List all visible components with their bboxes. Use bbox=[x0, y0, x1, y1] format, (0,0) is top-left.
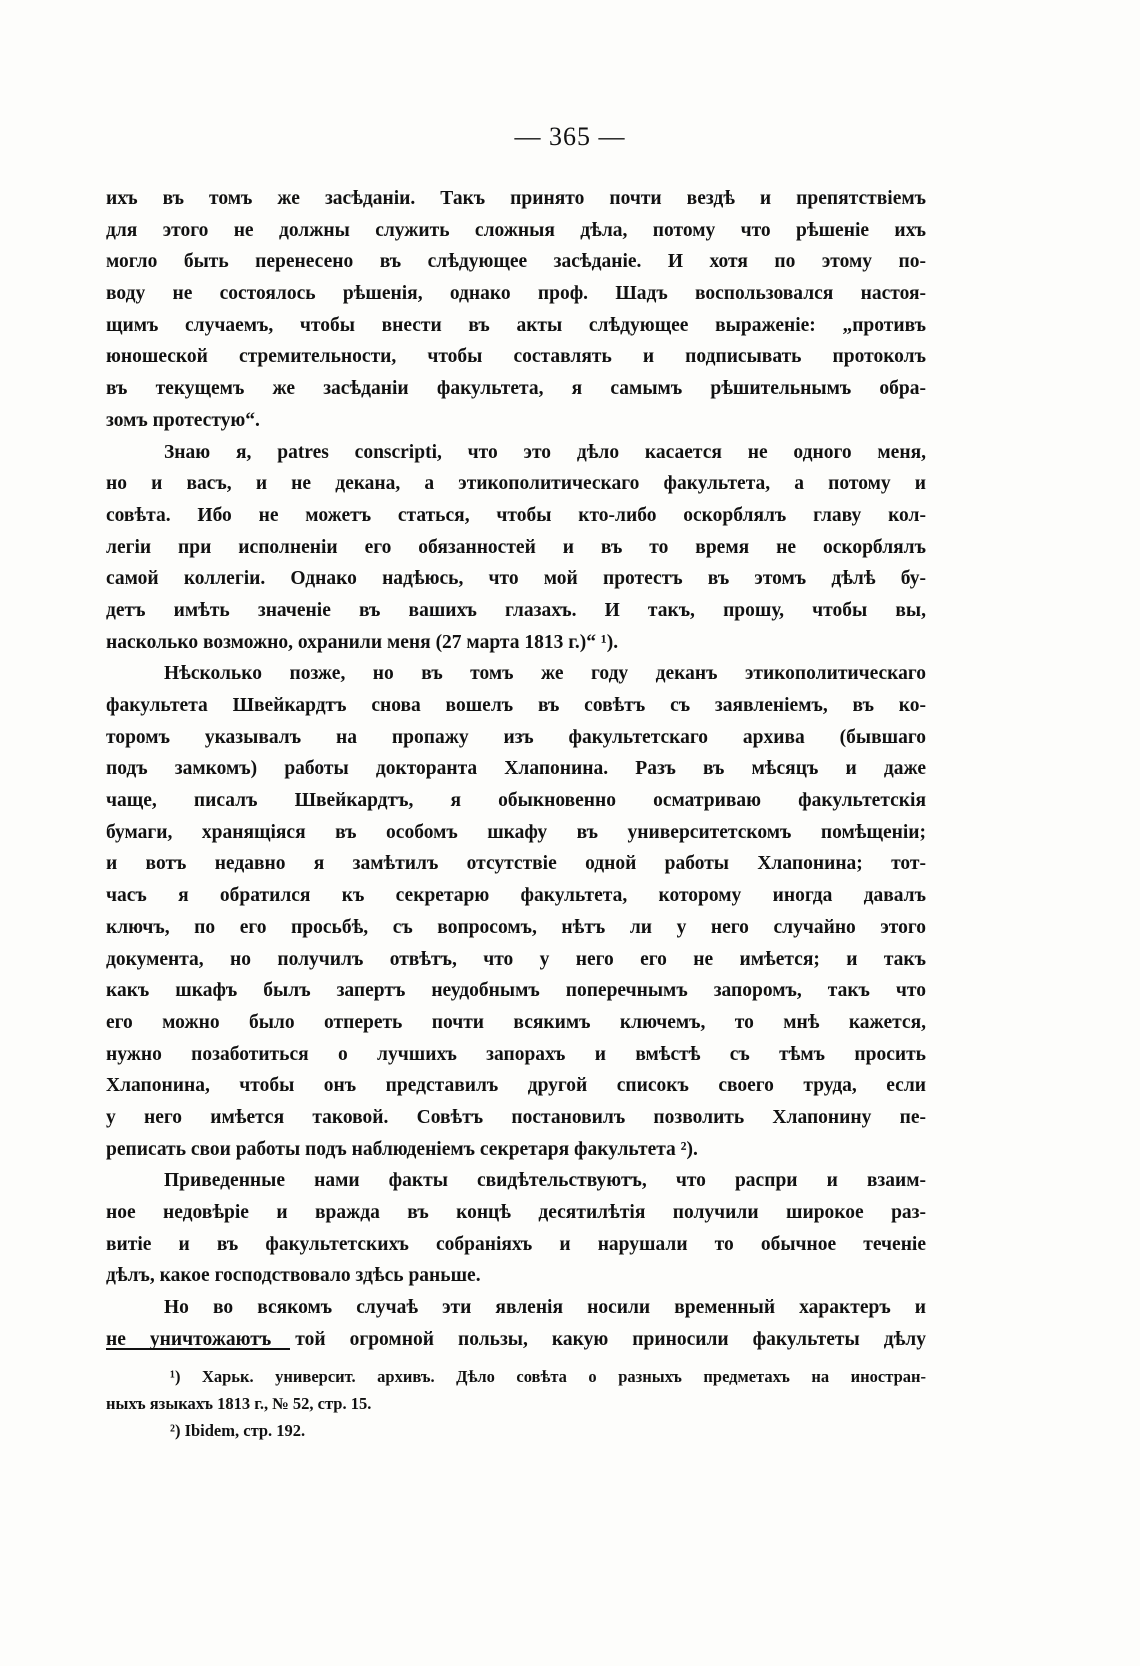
page-number: — 365 — bbox=[514, 122, 626, 151]
text-line: Но во всякомъ случаѣ эти явленія носили временный характеръ и bbox=[164, 1297, 926, 1319]
text-line: документа, но получилъ отвѣтъ, что у него его не имѣется; и такъ bbox=[106, 948, 926, 970]
text-line: детъ имѣть значеніе въ вашихъ глазахъ. И такъ, прошу, чтобы вы, bbox=[106, 599, 926, 621]
paragraph bbox=[106, 1165, 926, 1292]
text-line: и вотъ недавно я замѣтилъ отсутствіе одной работы Хлапонина; тот- bbox=[106, 853, 926, 875]
text-line: часъ я обратился къ секретарю факультета, которому иногда давалъ bbox=[106, 885, 926, 907]
footnote-line: ²) Ibidem, стр. 192. bbox=[170, 1421, 306, 1440]
text-line: подъ замкомъ) работы докторанта Хлапонина. Разъ въ мѣсяцъ и даже bbox=[106, 758, 926, 780]
text-line: совѣта. Ибо не можетъ статься, чтобы кто-либо оскорблялъ главу кол- bbox=[106, 504, 926, 526]
text-line: воду не состоялось рѣшенія, однако проф. Шадъ воспользовался настоя- bbox=[106, 283, 926, 305]
text-line: могло быть перенесено въ слѣдующее засѣданіе. И хотя по этому по- bbox=[106, 251, 926, 273]
footnote-line: ¹) Харьк. университ. архивъ. Дѣло совѣта о разныхъ предметахъ на иностран- bbox=[170, 1367, 926, 1386]
text-line: насколько возможно, охранили меня (27 марта 1813 г.)“ ¹). bbox=[106, 631, 619, 653]
text-line: въ текущемъ же засѣданіи факультета, я самымъ рѣшительнымъ обра- bbox=[106, 378, 926, 400]
text-line: дѣлъ, какое господствовало здѣсь раньше. bbox=[106, 1265, 481, 1287]
paragraph bbox=[106, 658, 926, 1165]
text-line: нужно позаботиться о лучшихъ запорахъ и вмѣстѣ съ тѣмъ просить bbox=[106, 1043, 926, 1065]
text-line: ключъ, по его просьбѣ, съ вопросомъ, нѣтъ ли у него случайно этого bbox=[106, 916, 926, 938]
text-line: но и васъ, и не декана, а этикополитическаго факультета, а потому и bbox=[106, 473, 926, 495]
text-line: щимъ случаемъ, чтобы внести въ акты слѣдующее выраженіе: „противъ bbox=[106, 314, 926, 336]
text-line: легіи при исполненіи его обязанностей и въ то время не оскорблялъ bbox=[106, 536, 926, 558]
text-line: реписать свои работы подъ наблюденіемъ секретаря факультета ²). bbox=[106, 1138, 698, 1160]
footnote-line: ныхъ языкахъ 1813 г., № 52, стр. 15. bbox=[106, 1394, 372, 1413]
text-line: его можно было отпереть почти всякимъ ключемъ, то мнѣ кажется, bbox=[106, 1011, 926, 1033]
text-line: у него имѣется таковой. Совѣтъ постановилъ позволить Хлапонину пе- bbox=[106, 1106, 926, 1128]
text-line: торомъ указывалъ на пропажу изъ факультетскаго архива (бывшаго bbox=[106, 726, 926, 748]
paragraph bbox=[106, 1292, 926, 1355]
footnote bbox=[106, 1417, 926, 1444]
footnotes bbox=[106, 1363, 926, 1444]
text-line: для этого не должны служить сложныя дѣла, потому что рѣшеніе ихъ bbox=[106, 219, 926, 241]
footnote bbox=[106, 1363, 926, 1417]
paragraph bbox=[106, 437, 926, 659]
text-line: витіе и въ факультетскихъ собраніяхъ и нарушали то обычное теченіе bbox=[106, 1233, 926, 1255]
text-line: зомъ протестую“. bbox=[106, 409, 260, 431]
text-line: ихъ въ томъ же засѣданіи. Такъ принято почти вездѣ и препятствіемъ bbox=[106, 188, 926, 209]
text-line: Нѣсколько позже, но въ томъ же году деканъ этикополитическаго bbox=[164, 663, 926, 685]
text-line: самой коллегіи. Однако надѣюсь, что мой протестъ въ этомъ дѣлѣ бу- bbox=[106, 568, 926, 590]
footnote-divider bbox=[106, 1348, 290, 1350]
text-line: не уничтожаютъ той огромной пользы, какую приносили факультеты дѣлу bbox=[106, 1328, 926, 1350]
text-line: Хлапонина, чтобы онъ представилъ другой списокъ своего труда, если bbox=[106, 1075, 926, 1097]
body-text bbox=[106, 183, 926, 1355]
text-line: Знаю я, patres conscripti, что это дѣло касается не одного меня, bbox=[164, 441, 926, 463]
text-line: чаще, писалъ Швейкардтъ, я обыкновенно осматриваю факультетскія bbox=[106, 790, 926, 812]
text-line: юношеской стремительности, чтобы составлять и подписывать протоколъ bbox=[106, 346, 926, 368]
paragraph bbox=[106, 183, 926, 437]
text-line: какъ шкафъ былъ запертъ неудобнымъ поперечнымъ запоромъ, такъ что bbox=[106, 980, 926, 1002]
text-line: бумаги, хранящіяся въ особомъ шкафу въ университетскомъ помѣщеніи; bbox=[106, 821, 926, 843]
text-line: ное недовѣріе и вражда въ концѣ десятилѣтія получили широкое раз- bbox=[106, 1202, 926, 1223]
text-line: факультета Швейкардтъ снова вошелъ въ совѣтъ съ заявленіемъ, въ ко- bbox=[106, 695, 926, 716]
text-line: Приведенные нами факты свидѣтельствуютъ, что распри и взаим- bbox=[164, 1170, 926, 1192]
